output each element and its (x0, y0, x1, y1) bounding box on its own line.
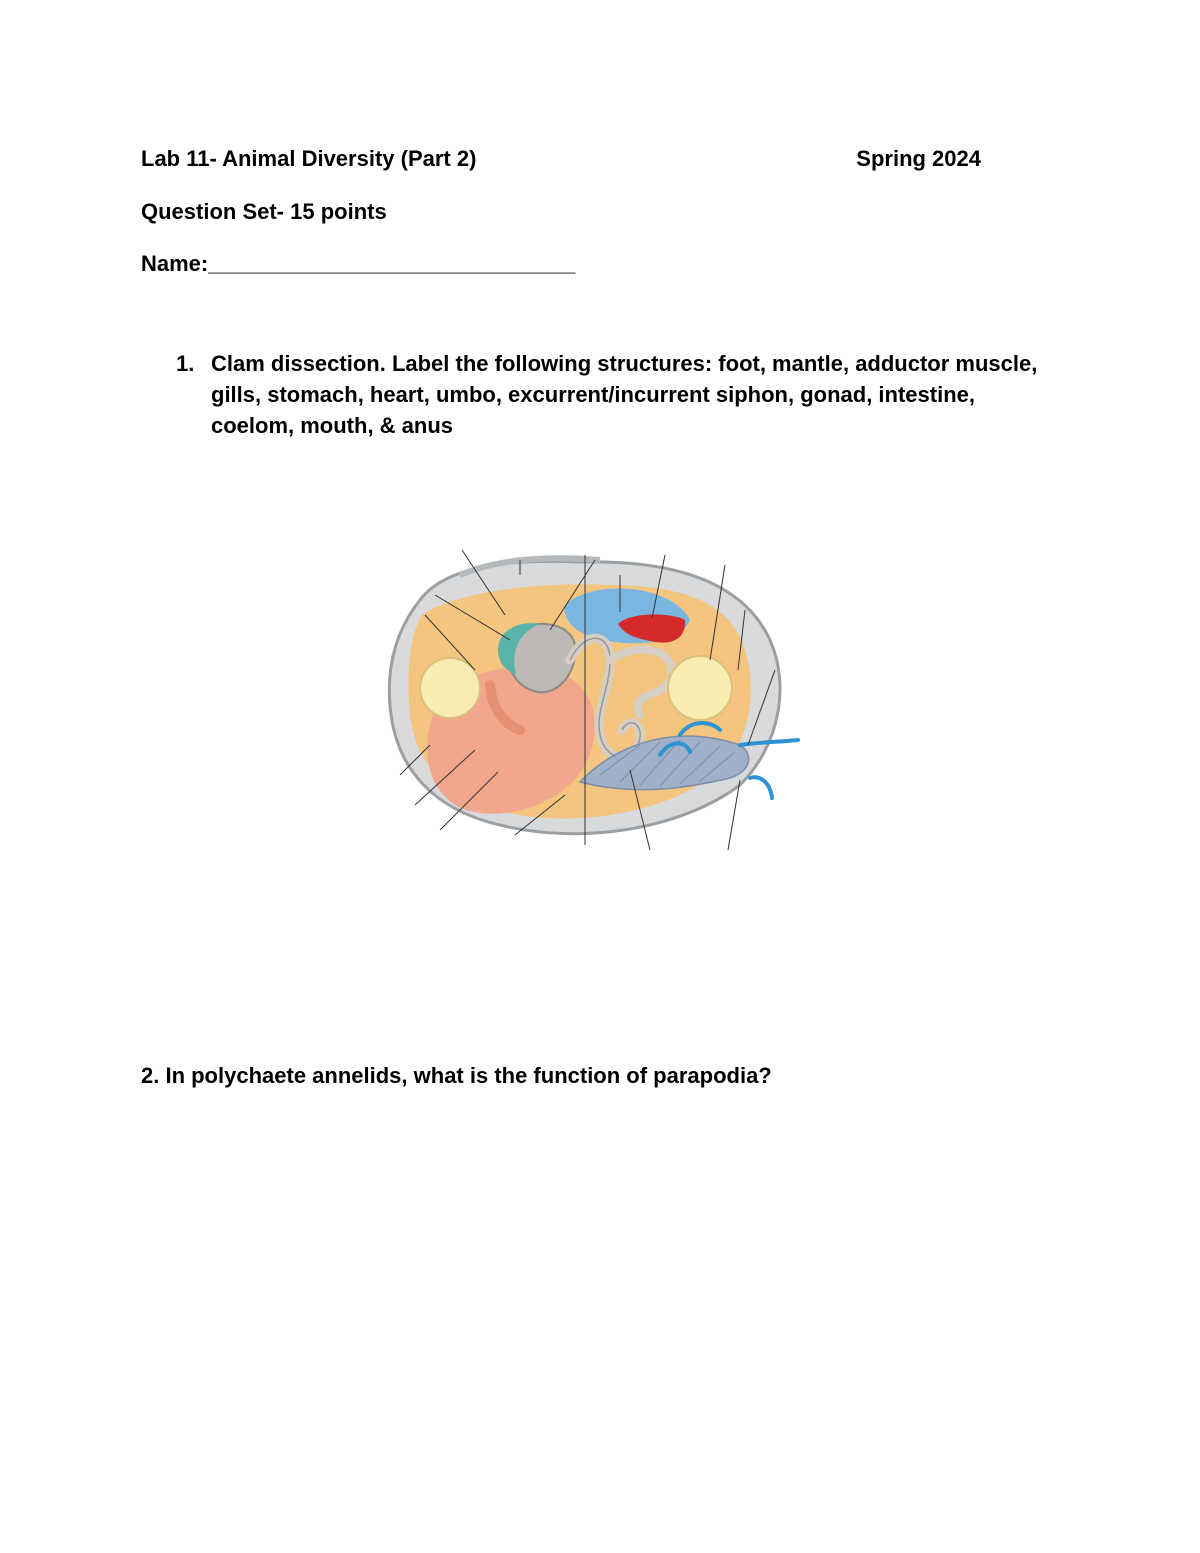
name-field: Name:______________________________ (141, 251, 576, 276)
question-1-text: Clam dissection. Label the following structures: foot, mantle, adductor muscle, gills, stomach, heart, umbo, excurrent/incurrent siphon, gonad, intestine, coelom, mouth, & anus (211, 351, 1038, 438)
question-2: 2. In polychaete annelids, what is the function of parapodia? (141, 1063, 772, 1088)
anterior-adductor-muscle (420, 658, 480, 718)
question-1 (176, 348, 1056, 441)
question-set-heading: Question Set- 15 points (141, 199, 387, 224)
term-label: Spring 2024 (856, 146, 981, 171)
posterior-adductor-muscle (668, 656, 732, 720)
question-1-number: 1. (176, 351, 195, 376)
clam-dissection-diagram (380, 520, 820, 865)
lab-title: Lab 11- Animal Diversity (Part 2) (141, 146, 477, 171)
